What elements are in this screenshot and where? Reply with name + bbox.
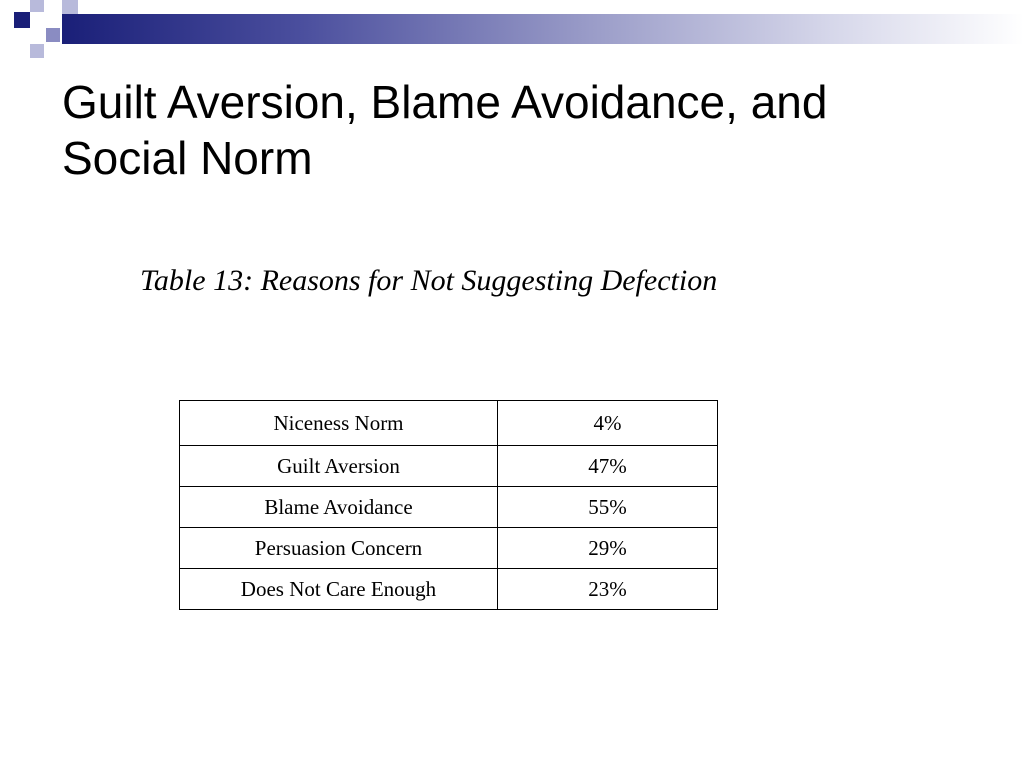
slide-title: Guilt Aversion, Blame Avoidance, and Social Norm	[62, 76, 828, 184]
table-caption: Table 13: Reasons for Not Suggesting Defection	[140, 264, 718, 297]
decorative-square	[30, 0, 44, 12]
table-row	[180, 528, 718, 569]
table-row	[180, 401, 718, 446]
table-row	[180, 569, 718, 610]
reason-cell: Blame Avoidance	[180, 487, 498, 528]
percent-cell: 47%	[498, 446, 718, 487]
reasons-table	[179, 400, 718, 610]
reason-cell: Does Not Care Enough	[180, 569, 498, 610]
percent-cell: 55%	[498, 487, 718, 528]
percent-cell: 4%	[498, 401, 718, 446]
percent-cell: 23%	[498, 569, 718, 610]
decorative-square	[30, 44, 44, 58]
reason-cell: Guilt Aversion	[180, 446, 498, 487]
header-gradient-bar	[62, 14, 1024, 44]
reason-cell: Persuasion Concern	[180, 528, 498, 569]
decorative-square	[14, 12, 30, 28]
decorative-square	[62, 0, 78, 14]
reason-cell: Niceness Norm	[180, 401, 498, 446]
percent-cell: 29%	[498, 528, 718, 569]
table-row	[180, 446, 718, 487]
decorative-square	[46, 28, 60, 42]
table-row	[180, 487, 718, 528]
